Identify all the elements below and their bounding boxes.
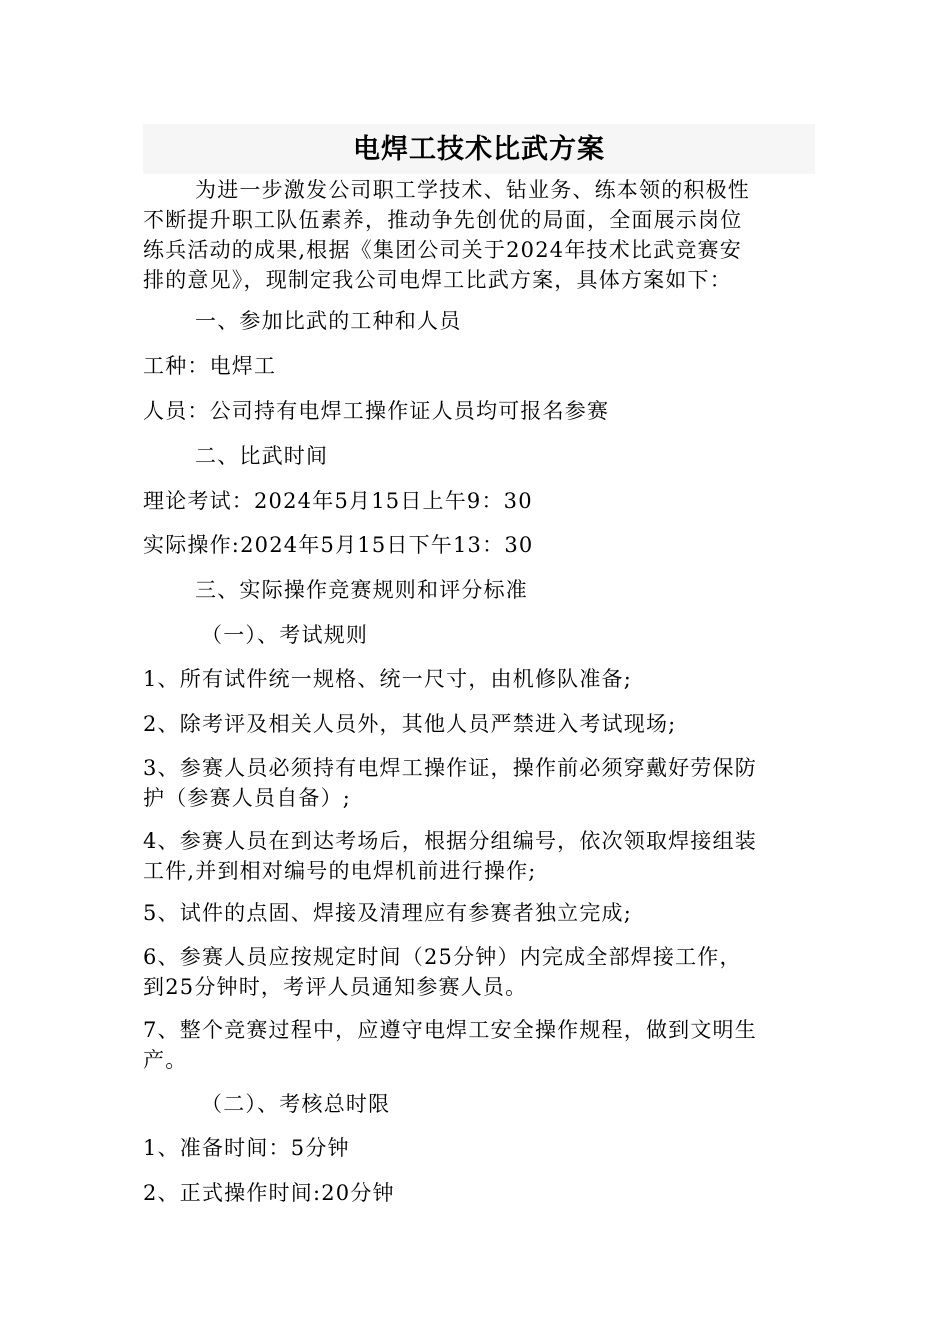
trade-line: 工种：电焊工 — [143, 354, 277, 378]
intro-line: 练兵活动的成果,根据《集团公司关于2024年技术比武竞赛安 — [143, 238, 742, 262]
intro-line: 为进一步激发公司职工学技术、钻业务、练本领的积极性 — [195, 178, 750, 202]
intro-line: 不断提升职工队伍素养，推动争先创优的局面，全面展示岗位 — [143, 208, 743, 232]
section-2-heading: 二、比武时间 — [195, 444, 329, 468]
time-limit-item: 1、准备时间：5分钟 — [143, 1136, 350, 1160]
rule-line: 6、参赛人员应按规定时间（25分钟）内完成全部焊接工作， — [143, 945, 742, 969]
rule-line: 护（参赛人员自备）; — [143, 786, 352, 810]
rule-line: 到25分钟时，考评人员通知参赛人员。 — [143, 975, 528, 999]
rule-line: 4、参赛人员在到达考场后，根据分组编号，依次领取焊接组装 — [143, 829, 757, 853]
personnel-line: 人员：公司持有电焊工操作证人员均可报名参赛 — [143, 399, 610, 423]
rule-line: 产。 — [143, 1048, 188, 1072]
rule-line: 3、参赛人员必须持有电焊工操作证，操作前必须穿戴好劳保防 — [143, 756, 757, 780]
rule-item — [143, 898, 808, 928]
rule-line: 1、所有试件统一规格、统一尺寸，由机修队准备; — [143, 667, 633, 691]
rule-item — [143, 664, 808, 694]
rule-line: 5、试件的点固、焊接及清理应有参赛者独立完成; — [143, 901, 633, 925]
rule-item — [143, 753, 808, 813]
document-title: 电焊工技术比武方案 — [353, 134, 605, 165]
rule-line: 7、整个竞赛过程中，应遵守电焊工安全操作规程，做到文明生 — [143, 1018, 757, 1042]
time-limit-item: 2、正式操作时间:20分钟 — [143, 1181, 395, 1205]
theory-exam-time: 理论考试：2024年5月15日上午9：30 — [143, 489, 533, 513]
intro-paragraph — [143, 175, 808, 295]
rule-item — [143, 709, 808, 739]
rule-item — [143, 942, 808, 1002]
subsection-2-heading: （二）、考核总时限 — [201, 1092, 391, 1116]
rule-line: 2、除考评及相关人员外，其他人员严禁进入考试现场; — [143, 712, 677, 736]
practical-exam-time: 实际操作:2024年5月15日下午13：30 — [143, 533, 534, 557]
rule-item — [143, 1015, 808, 1075]
section-3-heading: 三、实际操作竞赛规则和评分标准 — [195, 578, 528, 602]
intro-line: 排的意见》，现制定我公司电焊工比武方案，具体方案如下： — [143, 268, 732, 292]
rule-line: 工件,并到相对编号的电焊机前进行操作; — [143, 859, 537, 883]
section-1-heading: 一、参加比武的工种和人员 — [195, 309, 462, 333]
subsection-1-heading: （一）、考试规则 — [201, 623, 369, 647]
rule-item — [143, 826, 808, 886]
